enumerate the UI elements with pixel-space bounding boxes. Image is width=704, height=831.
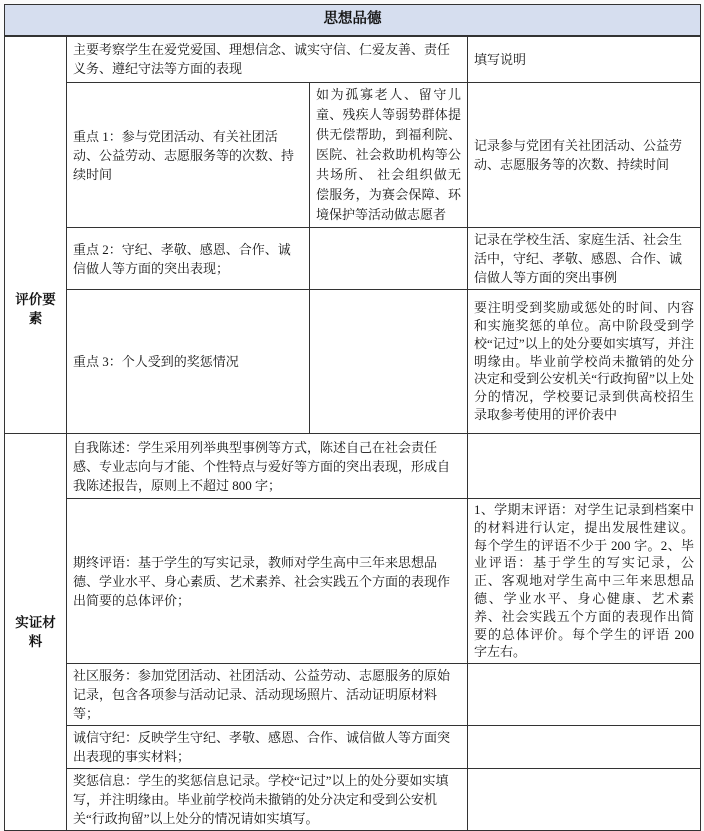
cell-integrity-discipline: 诚信守纪：反映学生守纪、孝敬、感恩、合作、诚信做人等方面突出表现的事实材料； [67,726,468,769]
group-label-evidence-materials: 实证材料 [5,434,67,831]
cell-term-comments-note: 1、学期末评语：对学生记录到档案中的材料进行认定，提出发展性建议。每个学生的评语不少于 200 字。2、毕业评语：基于学生的写实记录，公正、客观地对学生高中三年来思想品德、学业水平、身心健康、艺术素养、社会实践五个方面的表现作出简要的总体评价。每个学生的评语 200 字左右。 [468,499,701,664]
cell-focus-2: 重点 2：守纪、孝敬、感恩、合作、诚信做人等方面的突出表现； [67,228,310,290]
cell-focus-3-note: 要注明受到奖励或惩处的时间、内容和实施奖惩的单位。高中阶段受到学校“记过”以上的处分要如实填写，并注明缘由。毕业前学校尚未撤销的处分决定和受到公安机关“行政拘留”以上处分的情况，学校要记录到供高校招生录取参考使用的评价表中 [468,290,701,434]
cell-focus-2-note: 记录在学校生活、家庭生活、社会生活中，守纪、孝敬、感恩、合作、诚信做人等方面的突出事例 [468,228,701,290]
cell-focus-1: 重点 1：参与党团活动、有关社团活动、公益劳动、志愿服务等的次数、持续时间 [67,83,310,228]
cell-self-statement-note [468,434,701,499]
cell-term-comments: 期终评语：基于学生的写实记录，教师对学生高中三年来思想品德、学业水平、身心素质、艺术素养、社会实践五个方面的表现作出简要的总体评价； [67,499,468,664]
cell-focus-2-example [310,228,468,290]
cell-focus-1-example: 如为孤寡老人、留守儿童、残疾人等弱势群体提供无偿帮助，到福利院、医院、社会救助机构等公共场所、 社会组织做无偿服务，为赛会保障、环境保护等活动做志愿者 [310,83,468,228]
cell-integrity-discipline-note [468,726,701,769]
table-title: 思想品德 [5,5,701,36]
cell-focus-3: 重点 3：个人受到的奖惩情况 [67,290,310,434]
cell-community-service-note [468,664,701,726]
cell-fill-note-header: 填写说明 [468,36,701,83]
cell-focus-1-note: 记录参与党团有关社团活动、公益劳动、志愿服务等的次数、持续时间 [468,83,701,228]
cell-focus-3-example [310,290,468,434]
group-label-evaluation-elements: 评价要素 [5,36,67,434]
cell-rewards-punishments: 奖惩信息：学生的奖惩信息记录。学校“记过”以上的处分要如实填写，并注明缘由。毕业前学校尚未撤销的处分决定和受到公安机关“行政拘留”以上处分的情况请如实填写。 [67,769,468,831]
cell-rewards-punishments-note [468,769,701,831]
cell-evaluation-overview: 主要考察学生在爱党爱国、理想信念、诚实守信、仁爱友善、责任义务、遵纪守法等方面的表现 [67,36,468,83]
moral-character-evaluation-table [4,4,701,831]
cell-community-service: 社区服务：参加党团活动、社团活动、公益劳动、志愿服务的原始记录，包含各项参与活动记录、活动现场照片、活动证明原材料等； [67,664,468,726]
cell-self-statement: 自我陈述：学生采用列举典型事例等方式，陈述自己在社会责任感、专业志向与才能、个性特点与爱好等方面的突出表现，形成自我陈述报告，原则上不超过 800 字； [67,434,468,499]
